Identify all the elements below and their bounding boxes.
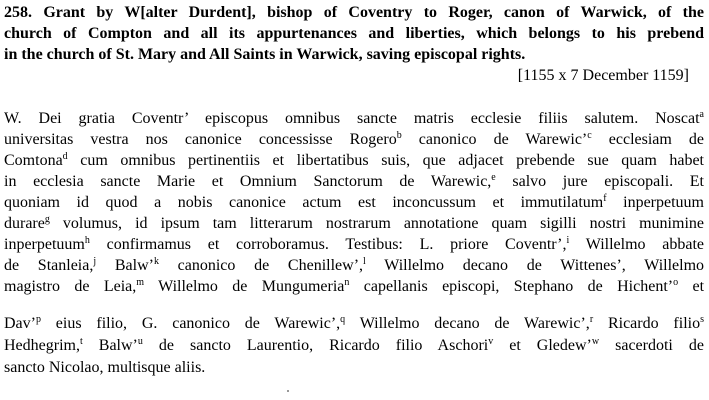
footnote-marker: s	[700, 314, 704, 325]
footnote-marker: b	[396, 130, 402, 141]
footnote-marker: i	[566, 235, 570, 246]
footnote-marker: j	[93, 256, 97, 267]
footnote-marker: c	[587, 130, 592, 141]
footnote-marker: f	[603, 193, 607, 204]
footnote-marker: a	[699, 109, 704, 120]
charter-line: de Stanleia,$^j$ Balw’$^k$ canonico de Chenillew’,$^l$ Willelmo decano de Wittenes’, Willelmo	[4, 256, 705, 274]
charter-line: Hedhegrim,$^t$ Balw’$^u$ de sancto Laurentio, Ricardo filio Aschori$^v$ et Gledew’$^w$ sacerdoti de	[4, 336, 704, 354]
charter-line: Comtona$^d$ cum omnibus pertinentiis et libertatibus suis, que adjacet prebende sue quam habet	[4, 151, 704, 169]
footnote-marker: h	[84, 235, 90, 246]
charter-line: sancto Nicolao, multisque aliis.	[4, 359, 206, 376]
charter-line: W. Dei gratia Coventr’ episcopus omnibus sancte matris ecclesie filiis salutem. Noscat$^a$	[4, 109, 704, 127]
charter-line: inperpetuum$^h$ confirmamus et corroboramus. Testibus: L. priore Coventr’,$^i$ Willelmo abbate	[4, 235, 705, 253]
footnote-marker: l	[363, 256, 366, 267]
heading-line-1: 258. Grant by W[alter Durdent], bishop of Coventry to Roger, canon of Warwick, of the	[4, 4, 704, 21]
footnote-marker: e	[491, 172, 496, 183]
footnote-marker: u	[137, 336, 143, 347]
footnote-marker: q	[340, 314, 346, 325]
scan-mark	[287, 390, 289, 392]
footnote-marker: g	[44, 214, 50, 225]
charter-line: quoniam id quod a nobis canonice actum est inconcussum et immutilatum$^f$ inperpetuum	[4, 193, 704, 211]
footnote-marker: w	[591, 336, 600, 347]
footnote-marker: p	[35, 314, 41, 325]
charter-line: durare$^g$ volumus, id ipsum tam litterarum nostrarum annotatione quam sigilli nostri munimine	[4, 214, 704, 232]
charter-line: universitas vestra nos canonice concessisse Rogero$^b$ canonico de Warewic’$^c$ ecclesiam de	[4, 130, 705, 148]
charter-line: in ecclesia sancte Marie et Omnium Sanctorum de Warewic,$^e$ salvo jure episcopali. Et	[4, 172, 704, 190]
footnote-marker: k	[153, 256, 159, 267]
footnote-marker: m	[136, 277, 145, 288]
heading-line-3: in the church of St. Mary and All Saints in Warwick, saving episcopal rights.	[4, 46, 526, 63]
footnote-marker: o	[673, 277, 679, 288]
footnote-marker: t	[79, 336, 83, 347]
charter-line: magistro de Leia,$^m$ Willelmo de Mungumeria$^n$ capellanis episcopi, Stephano de Hichent’$^o$ et	[4, 277, 705, 295]
footnote-marker: r	[589, 314, 594, 325]
footnote-marker: v	[488, 336, 494, 347]
footnote-marker: n	[344, 277, 350, 288]
charter-line: Dav’$^p$ eius filio, G. canonico de Warewic’,$^q$ Willelmo decano de Warewic’,$^r$ Ricardo filio$^s$	[4, 314, 704, 332]
heading-line-2: church of Compton and all its appurtenances and liberties, which belongs to his prebend	[4, 25, 704, 42]
charter-date: [1155 x 7 December 1159]	[517, 67, 689, 84]
footnote-marker: d	[62, 151, 68, 162]
